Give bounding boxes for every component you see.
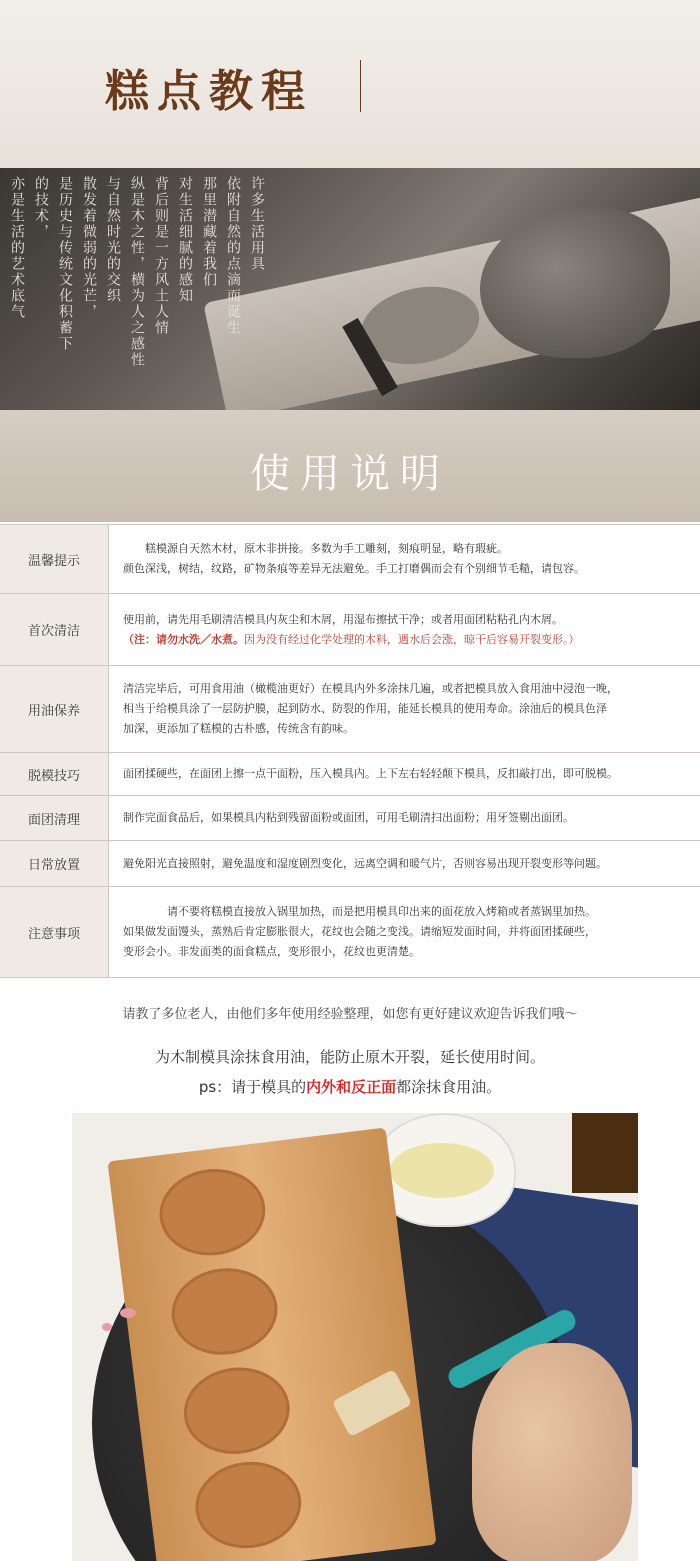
ps-highlight: 内外和反正面 — [306, 1078, 397, 1096]
row-line: 颜色深浅，树结，纹路，矿物条痕等差异无法避免。手工打磨偶而会有个别细节毛糙，请包容。 — [123, 562, 585, 575]
table-row — [0, 796, 700, 841]
row-label: 首次清洁 — [0, 594, 109, 665]
poem-column: 散发着微弱的光芒， — [81, 176, 97, 320]
ps-tip — [0, 1076, 700, 1097]
poem-column: 背后则是一方风土人情 — [153, 176, 169, 336]
petal — [120, 1308, 136, 1318]
row-label: 用油保养 — [0, 666, 109, 752]
table-row — [0, 666, 700, 753]
title-divider — [360, 60, 361, 112]
poem-column: 的技术， — [33, 176, 49, 240]
row-label: 面团清理 — [0, 796, 109, 840]
table-row — [0, 887, 700, 978]
poem-column: 依附自然的点滴而诞生 — [225, 176, 241, 336]
oil-bottle — [572, 1113, 638, 1193]
footer-note: 请教了多位老人，由他们多年使用经验整理，如您有更好建议欢迎告诉我们哦～ — [122, 1007, 578, 1022]
row-line: 面团揉硬些，在面团上擦一点干面粉，压入模具内。上下左右轻轻颠下模具，反扣敲打出，即可脱模。 — [123, 767, 618, 780]
row-content — [109, 796, 700, 840]
warning-detail: 因为没有经过化学处理的木料，遇水后会涨，晾干后容易开裂变形。） — [244, 632, 580, 646]
row-content — [109, 753, 700, 795]
table-row — [0, 753, 700, 796]
header — [0, 0, 700, 168]
ps-suffix: 都涂抹食用油。 — [396, 1078, 502, 1096]
row-line: 清洁完毕后，可用食用油（橄榄油更好）在模具内外多涂抹几遍，或者把模具放入食用油中浸泡一晚， — [123, 682, 618, 695]
oil-surface — [390, 1143, 494, 1198]
ps-prefix: ps：请于模具的 — [198, 1078, 307, 1096]
row-label: 注意事项 — [0, 887, 109, 977]
hand — [472, 1343, 632, 1561]
row-label: 脱模技巧 — [0, 753, 109, 795]
row-line: 请不要将糕模直接放入锅里加热，而是把用模具印出来的面花放入烤箱或者蒸锅里加热。 — [123, 905, 596, 918]
poem-column: 是历史与传统文化积蓄下 — [57, 176, 73, 352]
row-content — [109, 841, 700, 886]
mold-cavity — [155, 1163, 271, 1261]
poem-column: 亦是生活的艺术底气 — [9, 176, 25, 320]
row-line: 糕模源自天然木材，原木非拼接。多数为手工雕刻，刻痕明显，略有瑕疵。 — [123, 542, 508, 555]
poem-column: 纵是木之性，横为人之感性 — [129, 176, 145, 368]
hand — [480, 208, 670, 358]
row-line: 制作完面食品后，如果模具内粘到残留面粉或面团，可用毛刷清扫出面粉；用牙签剔出面团。 — [123, 811, 574, 824]
poem-column: 对生活细腻的感知 — [177, 176, 193, 304]
table-row — [0, 594, 700, 666]
row-content — [109, 666, 700, 752]
page-title: 糕点教程 — [105, 66, 313, 117]
poem-column: 与自然时光的交织 — [105, 176, 121, 304]
instructions-table — [0, 524, 700, 978]
row-line: 变形会小。非发面类的面食糕点，变形很小，花纹也更清楚。 — [123, 945, 420, 958]
table-row — [0, 841, 700, 887]
table-row — [0, 525, 700, 594]
poem — [8, 176, 266, 368]
row-label: 日常放置 — [0, 841, 109, 886]
petal — [102, 1323, 112, 1331]
row-line: 使用前，请先用毛刷清洁模具内灰尘和木屑，用湿布擦拭干净；或者用面团粘粘孔内木屑。 — [123, 612, 563, 626]
row-label: 温馨提示 — [0, 525, 109, 593]
section-header — [0, 410, 700, 522]
row-content — [109, 594, 700, 665]
oil-tip: 为木制模具涂抹食用油，能防止原木开裂，延长使用时间。 — [154, 1048, 545, 1066]
row-line: 相当于给模具涂了一层防护膜，起到防水、防裂的作用，能延长模具的使用寿命。涂油后的模具色泽 — [123, 702, 607, 715]
mold-cavity — [167, 1262, 283, 1360]
oiling-photo — [72, 1113, 638, 1561]
poem-column: 许多生活用具 — [249, 176, 265, 272]
wooden-mold — [107, 1128, 436, 1561]
mold-cavity — [191, 1456, 307, 1554]
poem-column: 那里潜藏着我们 — [201, 176, 217, 288]
row-line: 避免阳光直接照射，避免温度和湿度剧烈变化，远离空调和暖气片，否则容易出现开裂变形等问题。 — [123, 856, 607, 870]
row-content — [109, 887, 700, 977]
row-line: 如果做发面馒头，蒸熟后肯定膨胀很大，花纹也会随之变浅。请缩短发面时间，并将面团揉硬些， — [123, 925, 596, 938]
section-title: 使用说明 — [250, 451, 450, 497]
row-content — [109, 525, 700, 593]
row-line: 加深，更添加了糕模的古朴感，传统含有韵味。 — [123, 722, 354, 735]
warning-note: （注：请勿水洗／水煮。 — [123, 632, 244, 646]
mold-cavity — [179, 1362, 295, 1460]
carving-photo-banner — [0, 168, 700, 410]
warning-line — [123, 630, 686, 650]
